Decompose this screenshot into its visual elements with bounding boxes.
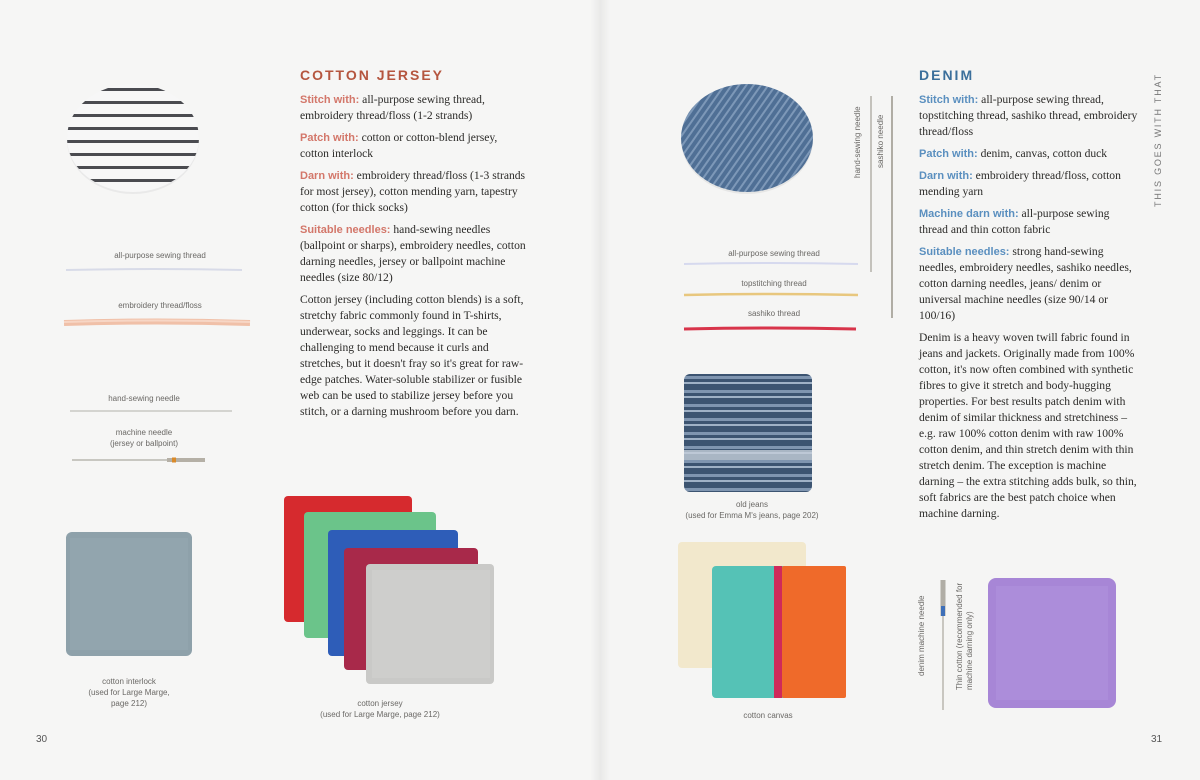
denim-machine-darn-text: all-purpose sewing thread and thin cotton fabric <box>919 207 1110 236</box>
sashiko-needle-icon <box>889 96 895 318</box>
darn-with-paragraph <box>300 168 528 216</box>
book-gutter <box>590 0 610 780</box>
caption-old-jeans-line1: old jeans <box>735 500 769 509</box>
stitch-with-label: Stitch with: <box>300 94 360 106</box>
caption-topstitching-thread: topstitching thread <box>741 279 807 288</box>
page-number-left: 30 <box>36 734 48 745</box>
heading-denim: DENIM <box>919 67 975 83</box>
denim-machine-darn-paragraph <box>919 206 1141 238</box>
caption-machine-needle-line1: machine needle <box>115 428 173 437</box>
caption-embroidery-floss: embroidery thread/floss <box>118 301 202 310</box>
cotton-jersey-body: Cotton jersey (including cotton blends) is a soft, stretchy fabric commonly found in T-shirts, underwear, socks and leggings. It can be challenging to mend because it curls and stretches, but it doesn't fray so it's great for raw-edge patches. Water-soluble stabilizer or fusible web can be used to stabilize jersey before you stitch, or a darning mushroom before you darn. <box>300 293 524 418</box>
denim-patch-with-text: denim, canvas, cotton duck <box>977 147 1108 160</box>
heading-cotton-jersey: COTTON JERSEY <box>300 67 444 83</box>
cotton-jersey-text-column <box>300 92 528 426</box>
cotton-canvas-swatches <box>678 540 848 700</box>
sashiko-thread-sample <box>684 326 856 332</box>
caption-old-jeans <box>670 499 834 521</box>
old-jeans-swatch <box>682 372 814 494</box>
suitable-needles-paragraph <box>300 222 528 286</box>
caption-cotton-interlock <box>64 676 194 709</box>
denim-darn-with-text: embroidery thread/floss, cotton mending yarn <box>919 169 1121 198</box>
denim-patch-with-paragraph <box>919 146 1141 162</box>
machine-needle-icon <box>72 456 206 464</box>
running-head <box>1152 70 1164 210</box>
caption-cotton-jersey <box>300 698 460 720</box>
denim-thread-sample <box>684 262 858 266</box>
cotton-jersey-stack <box>282 494 498 686</box>
running-head-text: THIS GOES WITH THAT <box>1153 73 1163 207</box>
page-number-right: 31 <box>1151 734 1163 745</box>
caption-thin-cotton <box>955 583 975 690</box>
caption-all-purpose-thread: all-purpose sewing thread <box>114 251 206 260</box>
denim-patch-with-label: Patch with: <box>919 148 978 160</box>
hand-sewing-needle-icon <box>868 96 874 274</box>
denim-machine-needle-icon <box>939 580 947 712</box>
denim-body: Denim is a heavy woven twill fabric found in jeans and jackets. Originally made from 100% cotton, it's now often combined with synthetic fibres to give it stretch and body-hugging properties. For best results patch denim with denim of similar thickness and stretchiness – e.g. raw 100% cotton denim with raw 100% cotton denim, and thin stretch denim with thin stretch denim. The exception is machine darning – the extra stitching adds bulk, so thin, soft fabrics are the best patch choice when machine darning. <box>919 331 1137 520</box>
topstitch-thread-sample <box>684 293 858 297</box>
caption-sashiko-needle-vertical: sashiko needle <box>876 114 885 168</box>
denim-suitable-needles-label: Suitable needles: <box>919 246 1010 258</box>
caption-interlock-line1: cotton interlock <box>102 677 156 686</box>
denim-stitch-with-text: all-purpose sewing thread, topstitching thread, sashiko thread, embroidery thread/floss <box>919 93 1138 138</box>
patch-with-paragraph <box>300 130 528 162</box>
cotton-interlock-swatch <box>62 528 196 660</box>
caption-old-jeans-line2: (used for Emma M's jeans, page 202) <box>685 511 819 520</box>
denim-stitch-with-paragraph <box>919 92 1141 140</box>
caption-jersey-line2: (used for Large Marge, page 212) <box>320 710 440 719</box>
caption-interlock-line2: (used for Large Marge, <box>88 688 170 697</box>
caption-machine-needle-line2: (jersey or ballpoint) <box>109 439 179 448</box>
hand-needle-icon <box>70 409 232 413</box>
thin-cotton-swatch <box>986 576 1118 710</box>
patch-with-text: cotton or cotton-blend jersey, cotton interlock <box>300 131 498 160</box>
thread-sample <box>66 268 242 272</box>
caption-denim-machine-needle: denim machine needle <box>917 595 926 676</box>
patch-with-label: Patch with: <box>300 132 359 144</box>
caption-cotton-canvas: cotton canvas <box>743 711 793 720</box>
denim-darn-with-label: Darn with: <box>919 170 973 182</box>
darn-with-label: Darn with: <box>300 170 354 182</box>
caption-thin-cotton-line1: Thin cotton (recommended for <box>955 582 964 690</box>
denim-darn-with-paragraph <box>919 168 1141 200</box>
caption-hand-sewing-needle-vertical: hand-sewing needle <box>853 106 862 178</box>
floss-sample <box>64 318 250 328</box>
denim-text-column <box>919 92 1141 528</box>
caption-machine-needle <box>54 427 234 449</box>
suitable-needles-label: Suitable needles: <box>300 224 391 236</box>
caption-sashiko-thread: sashiko thread <box>747 309 801 318</box>
stitch-with-paragraph <box>300 92 528 124</box>
caption-denim-thread: all-purpose sewing thread <box>728 249 820 258</box>
darn-with-text: embroidery thread/floss (1-3 strands for most jersey), cotton mending yarn, tapestry cotton (for thick socks) <box>300 169 526 214</box>
suitable-needles-text: hand-sewing needles (ballpoint or sharps), embroidery needles, cotton darning needles, jersey or ballpoint machine needles (size 80/12) <box>300 223 526 284</box>
caption-thin-cotton-line2: machine darning only) <box>965 611 974 690</box>
denim-stitch-with-label: Stitch with: <box>919 94 979 106</box>
caption-jersey-line1: cotton jersey <box>357 699 403 708</box>
stitch-with-text: all-purpose sewing thread, embroidery thread/floss (1-2 strands) <box>300 93 485 122</box>
caption-hand-sewing-needle: hand-sewing needle <box>108 394 180 403</box>
denim-machine-darn-label: Machine darn with: <box>919 208 1019 220</box>
denim-circle <box>680 84 816 194</box>
denim-suitable-needles-text: strong hand-sewing needles, embroidery needles, sashiko needles, cotton darning needles, jeans/ denim or universal machine needles (size 90/14 or 100/16) <box>919 245 1132 322</box>
denim-suitable-needles-paragraph <box>919 244 1141 324</box>
striped-jersey-circle <box>66 82 200 194</box>
caption-interlock-line3: page 212) <box>110 699 148 708</box>
